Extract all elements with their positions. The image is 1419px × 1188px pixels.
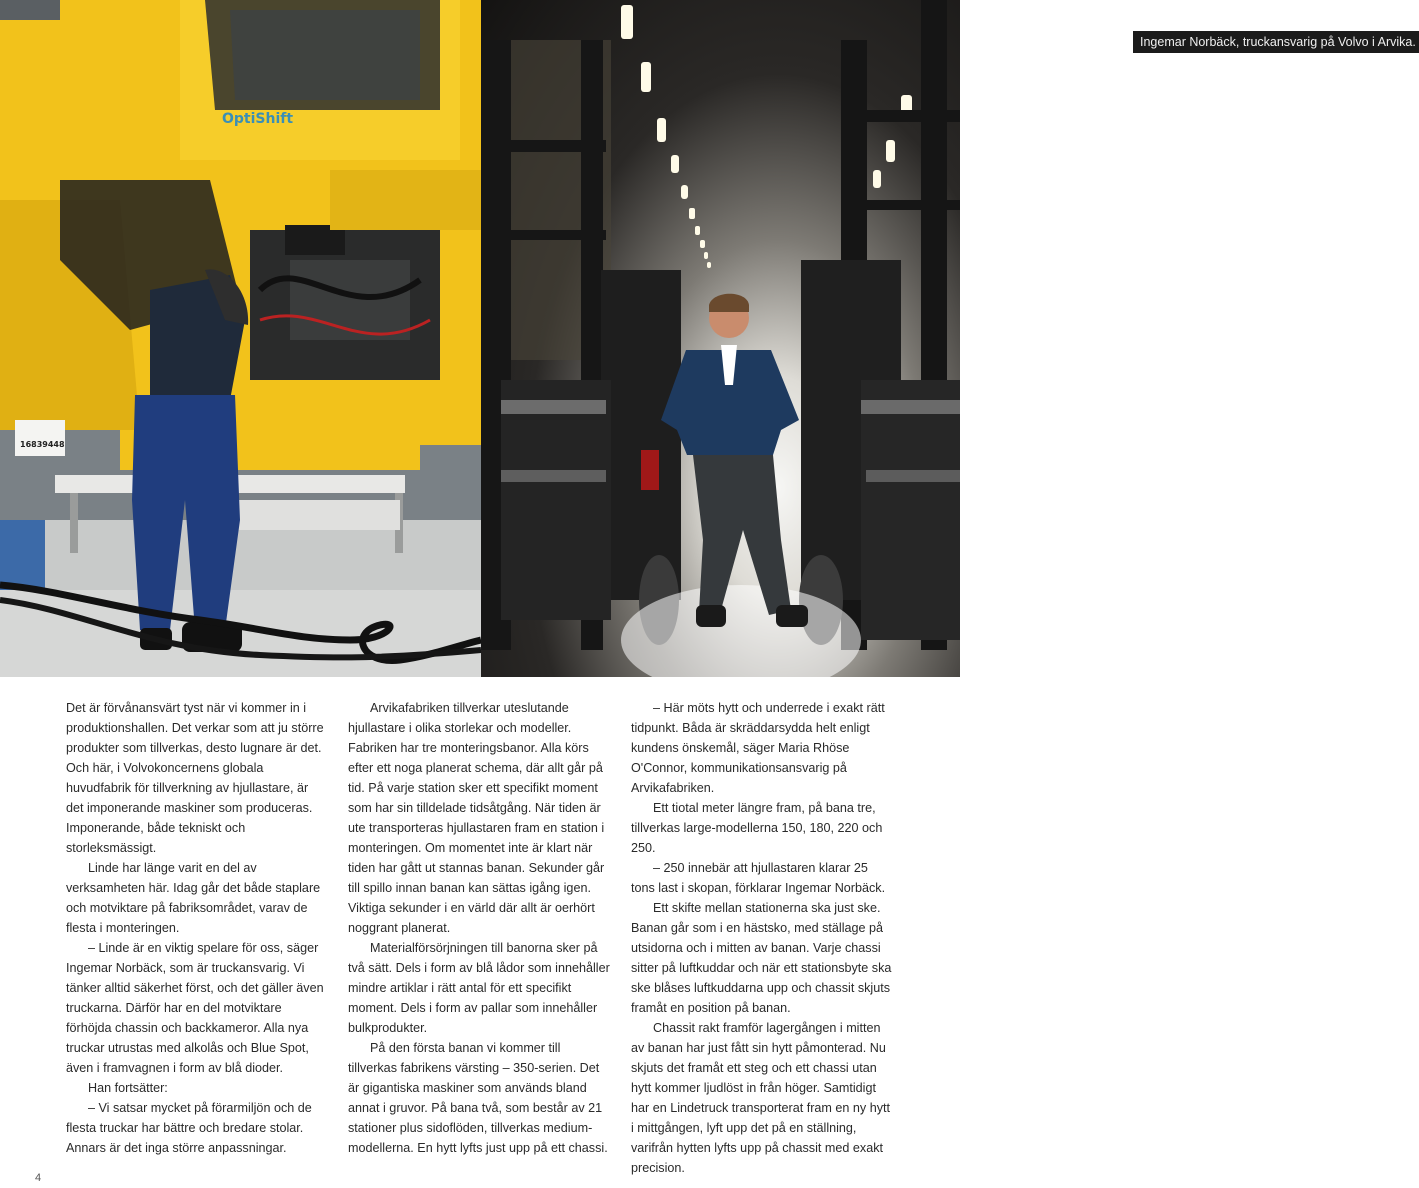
paragraph: Arvikafabriken tillverkar uteslutande hjullastare i olika storlekar och modeller. Fabriken har tre monteringsbanor. Alla körs efter ett noga planerat schema, där allt går på tid. På varje station sker ett specifikt moment som har sin tilldelade tidsåtgång. När tiden är ute transporteras hjullastaren fram en station i monteringen. Om momentet inte är klart när tiden har gått ut stannas banan. Sekunder går till spillo innan banan kan sättas igång igen. Viktiga sekunder i en värld där allt är oerhört noggrant planerat. xyxy=(348,701,605,935)
paragraph: – 250 innebär att hjullastaren klarar 25 tons last i skopan, förklarar Ingemar Norbäck. xyxy=(631,861,886,895)
photo-forklifts-warehouse xyxy=(481,0,1416,677)
paragraph: – Här möts hytt och underrede i exakt rätt tidpunkt. Båda är skräddarsydda helt enligt kundens önskemål, säger Maria Rhöse O'Connor, kommunikationsansvarig på Arvikafabriken. xyxy=(631,701,885,795)
paragraph: Materialförsörjningen till banorna sker på två sätt. Dels i form av blå lådor som innehåller mindre artiklar i rätt antal för ett specifikt moment. Dels i form av pallar som innehåller bulkprodukter. xyxy=(348,941,610,1035)
paragraph: – Vi satsar mycket på förarmiljön och de flesta truckar har bättre och bredare stolar. Annars är det inga större anpassningar. xyxy=(66,1101,312,1155)
paragraph: Han fortsätter: xyxy=(88,1081,168,1095)
photo-caption: Ingemar Norbäck, truckansvarig på Volvo i Arvika. xyxy=(1133,31,1419,53)
paragraph: Chassit rakt framför lagergången i mitten av banan har just fått sin hytt påmonterad. Nu skjuts det framåt ett steg och ett chassi utan hytt kommer ljudlöst in från höger. Samtidigt har en Lindetruck transporterat fram en ny hytt i mittgången, lyft upp det på en ställning, varifrån hytten lyfts upp på chassit med exakt precision. xyxy=(631,1021,891,1175)
article-column-2 xyxy=(348,698,610,1158)
forklifts-photo-illustration xyxy=(481,0,960,677)
photo-assembly-line xyxy=(0,0,481,677)
paragraph: Linde har länge varit en del av verksamheten här. Idag går det både staplare och motviktare på fabriksområdet, varav de flesta i monteringen. xyxy=(66,861,321,935)
article-column-3 xyxy=(631,698,893,1178)
article-column-1 xyxy=(66,698,328,1158)
paragraph: Ett skifte mellan stationerna ska just ske. Banan går som i en hästsko, med ställage på utsidorna och i mitten av banan. Varje chassi sitter på luftkuddar och när ett stationsbyte ska ske blåses luftkuddarna upp och chassit skjuts framåt en position på banan. xyxy=(631,901,892,1015)
machine-brand-text: OptiShift xyxy=(222,111,294,127)
paragraph: På den första banan vi kommer till tillverkas fabrikens värsting – 350-serien. Det är gigantiska maskiner som används bland annat i gruvor. På bana två, som består av 21 stationer plus sidoflöden, tillverkas medium-modellerna. En hytt lyfts just upp på ett chassi. xyxy=(348,1041,608,1155)
assembly-photo-illustration xyxy=(0,0,481,677)
paragraph: Det är förvånansvärt tyst när vi kommer in i produktionshallen. Det verkar som att ju större produkter som tillverkas, desto lugnare är det. Och här, i Volvokoncernens globala huvudfabrik för tillverkning av hjullastare, är det imponerande maskiner som produceras. Imponerande, både tekniskt och storleksmässigt. xyxy=(66,701,324,855)
page-number: 4 xyxy=(35,1172,42,1184)
paragraph: – Linde är en viktig spelare för oss, säger Ingemar Norbäck, som är truckansvarig. Vi tänker alltid säkerhet först, och det gäller även truckarna. Därför har en del motviktare förhöjda chassin och backkameror. Alla nya truckar utrustas med alkolås och Blue Spot, även i framvagnen i form av blå dioder. xyxy=(66,941,324,1075)
label-sticker-number: 16839448 xyxy=(20,440,65,449)
paragraph: Ett tiotal meter längre fram, på bana tre, tillverkas large-modellerna 150, 180, 220 och 250. xyxy=(631,801,883,855)
